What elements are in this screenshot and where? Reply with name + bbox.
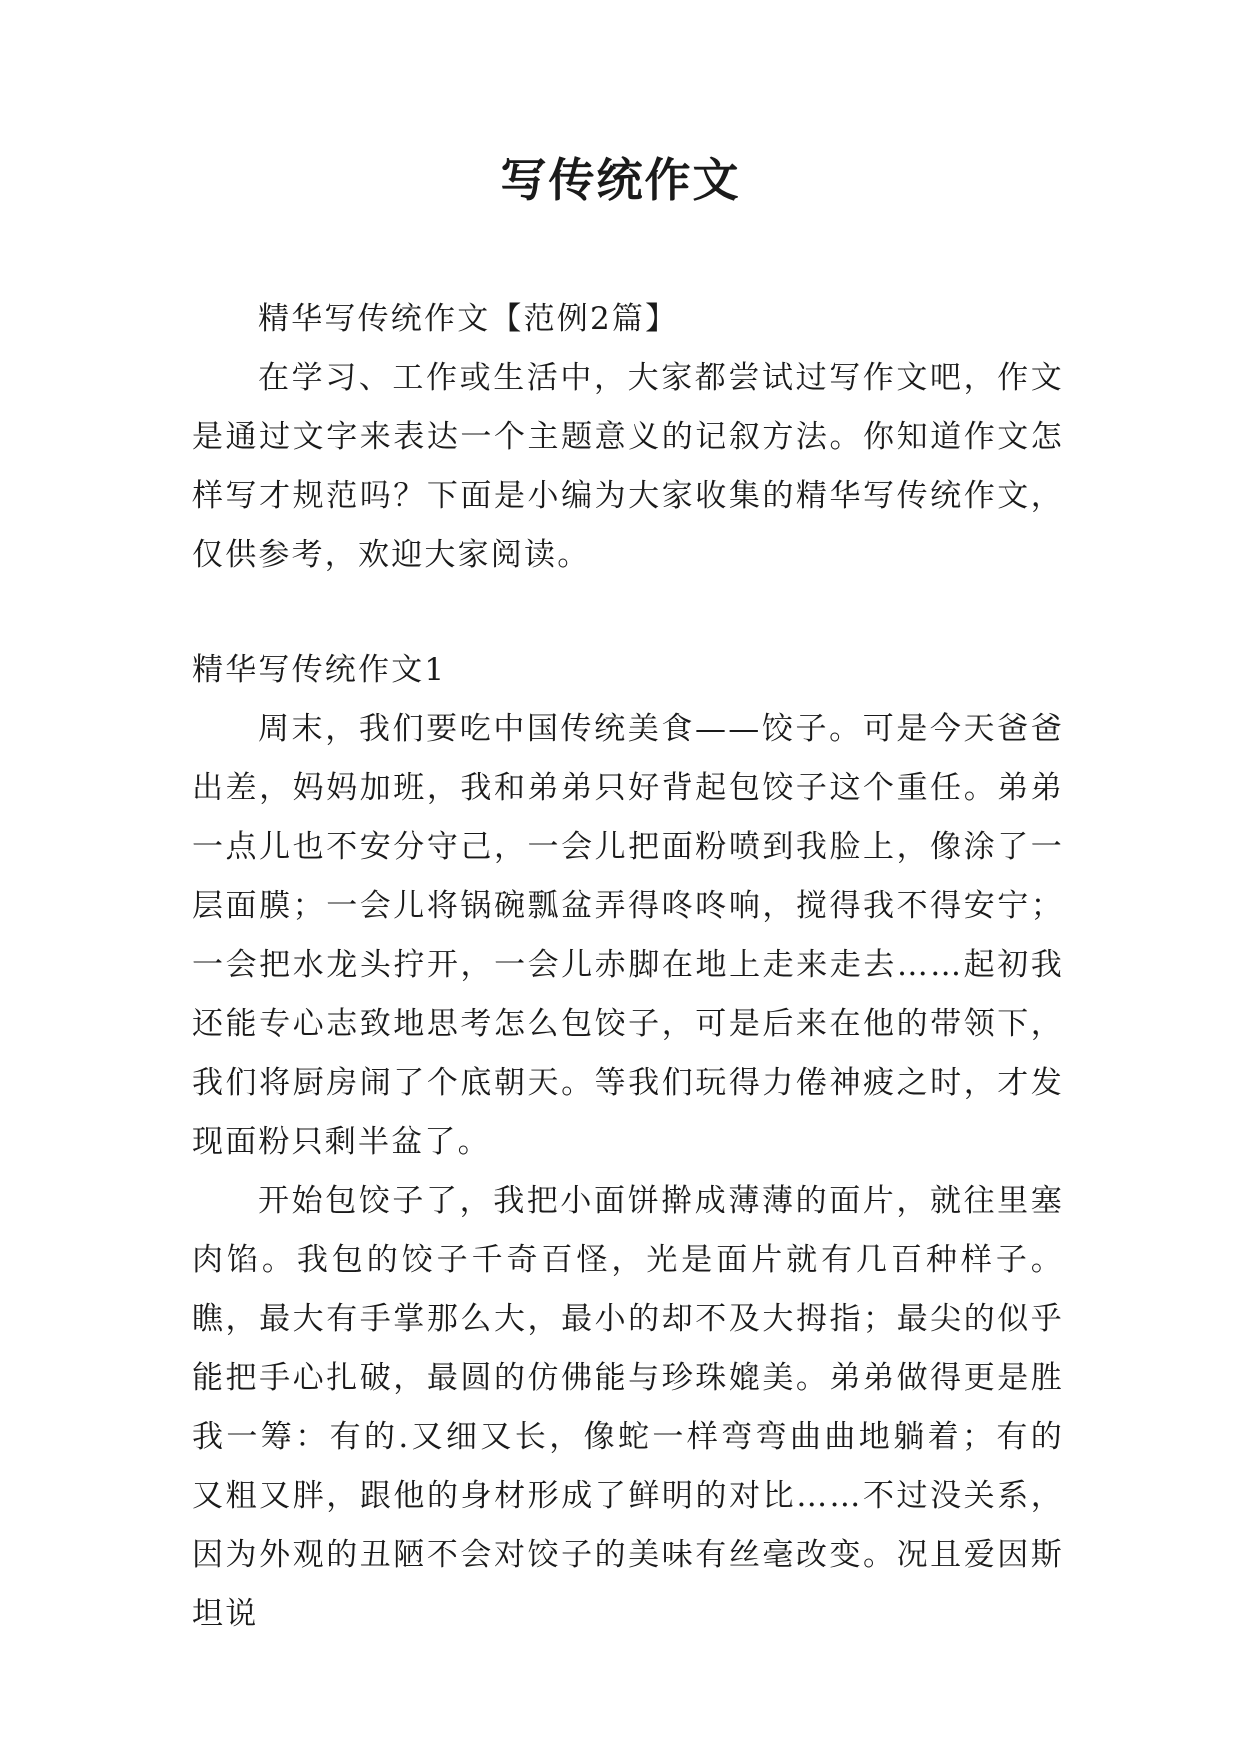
body-paragraph: 开始包饺子了，我把小面饼擀成薄薄的面片，就往里塞肉馅。我包的饺子千奇百怪，光是面片就有几百种样子。瞧，最大有手掌那么大，最小的却不及大拇指；最尖的似乎能把手心扎破，最圆的仿佛能与珍珠媲美。弟弟做得更是胜我一筹：有的.又细又长，像蛇一样弯弯曲曲地躺着；有的又粗又胖，跟他的身材形成了鲜明的对比……不过没关系，因为外观的丑陋不会对饺子的美味有丝毫改变。况且爱因斯坦说 <box>192 1183 1064 1632</box>
body-paragraph: 周末，我们要吃中国传统美食——饺子。可是今天爸爸出差，妈妈加班，我和弟弟只好背起包饺子这个重任。弟弟一点儿也不安分守己，一会儿把面粉喷到我脸上，像涂了一层面膜；一会儿将锅碗瓢盆弄得咚咚响，搅得我不得安宁；一会把水龙头拧开，一会儿赤脚在地上走来走去……起初我还能专心志致地思考怎么包饺子，可是后来在他的带领下，我们将厨房闹了个底朝天。等我们玩得力倦神疲之时，才发现面粉只剩半盆了。 <box>192 711 1064 1160</box>
section-heading: 精华写传统作文1 <box>192 652 447 688</box>
document-body <box>192 290 1064 1644</box>
document-title: 写传统作文 <box>500 153 741 207</box>
intro-paragraph: 在学习、工作或生活中，大家都尝试过写作文吧，作文是通过文字来表达一个主题意义的记叙方法。你知道作文怎样写才规范吗？下面是小编为大家收集的精华写传统作文，仅供参考，欢迎大家阅读。 <box>192 360 1064 573</box>
document-subtitle: 精华写传统作文【范例2篇】 <box>258 301 679 337</box>
